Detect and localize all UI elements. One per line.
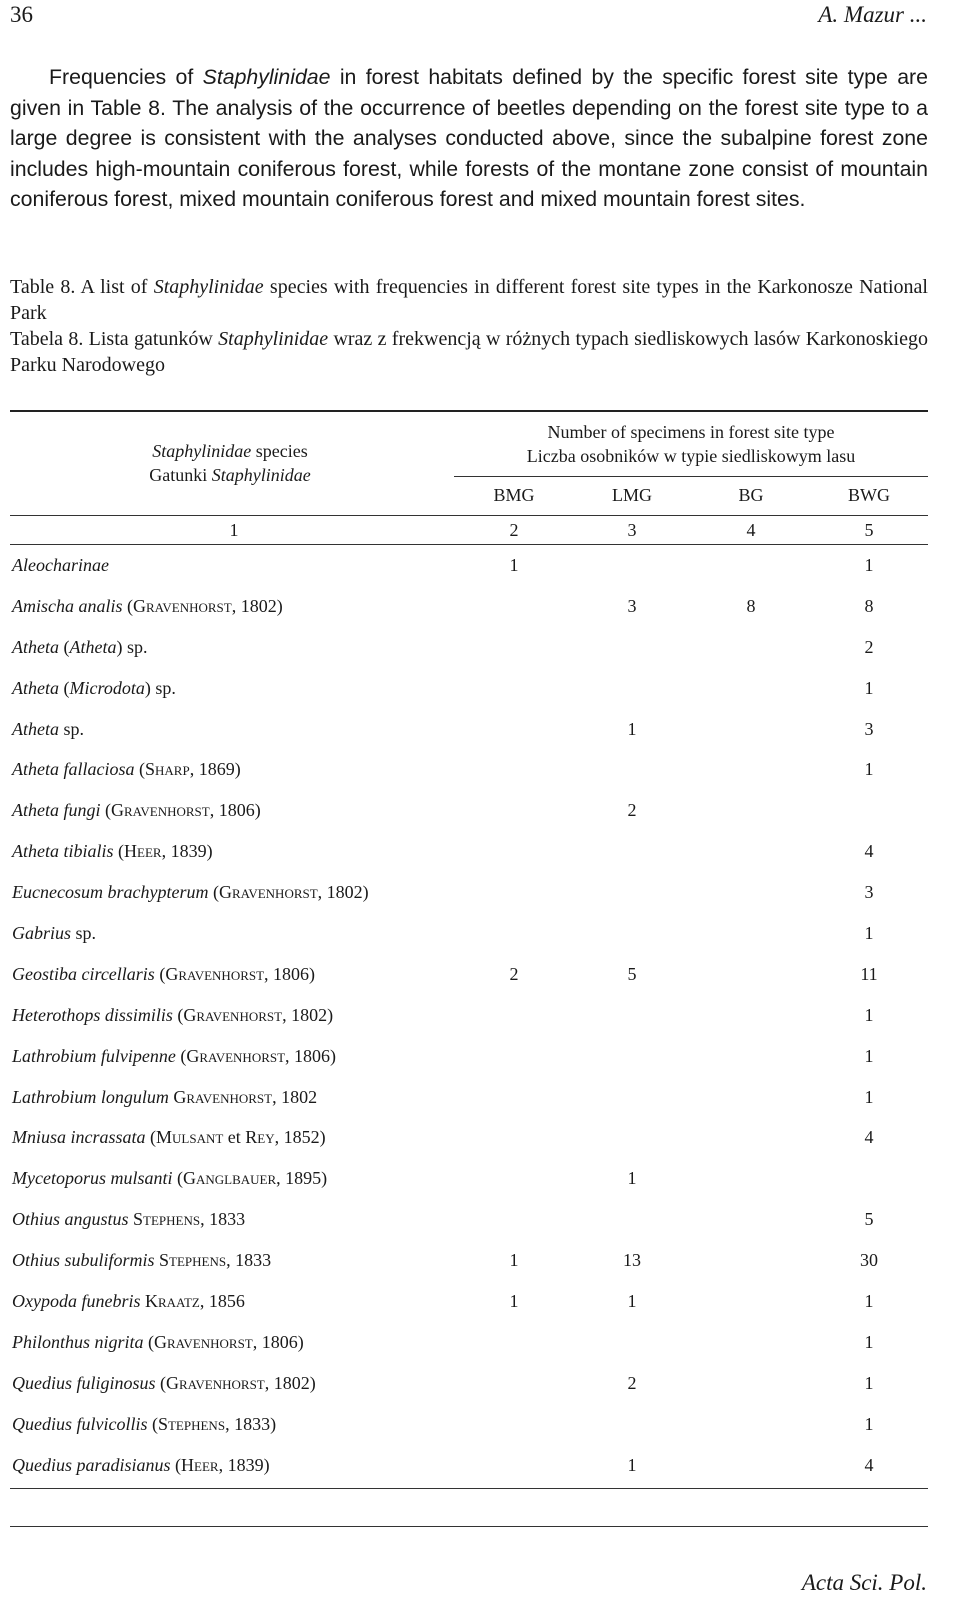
caption-en-part: Table 8. A list of <box>10 276 154 298</box>
species-author: Gravenhorst <box>183 1004 283 1025</box>
species-name-part: ( <box>172 1004 184 1025</box>
species-genus: Atheta tibialis <box>12 841 114 862</box>
species-genus: Quedius paradisianus <box>12 1454 171 1475</box>
col-number-2: 2 <box>509 520 519 540</box>
value-cell-bwg: 1 <box>864 677 874 698</box>
table-captions <box>10 274 928 378</box>
species-author-year: , 1802) <box>317 882 369 903</box>
value-cell-bmg: 1 <box>509 1291 519 1312</box>
col-header-bwg: BWG <box>848 485 890 505</box>
species-author-year: , 1806) <box>285 1045 337 1066</box>
species-author-year: , 1806) <box>264 963 316 984</box>
species-name <box>12 800 261 821</box>
species-name <box>12 1414 276 1435</box>
species-genus: Philonthus nigrita <box>12 1331 144 1352</box>
species-genus: Heterothops dissimilis <box>12 1004 173 1025</box>
table-row <box>10 751 928 792</box>
species-name <box>12 923 96 944</box>
species-author: Gravenhorst <box>186 1045 286 1066</box>
col-number-3: 3 <box>627 520 637 540</box>
value-cell-bwg: 1 <box>864 1372 874 1393</box>
species-author: Ganglbauer <box>182 1168 277 1189</box>
intro-text-part: Frequencies of <box>49 65 203 89</box>
table-row <box>10 588 928 629</box>
group-header-en: Number of specimens in forest site type <box>547 422 835 442</box>
species-author: Gravenhorst <box>218 882 318 903</box>
species-name-part: ( <box>155 1372 167 1393</box>
species-genus: Atheta fungi <box>12 800 101 821</box>
footer-rule <box>10 1526 928 1527</box>
species-genus: Aleocharinae <box>12 555 109 575</box>
value-cell-bwg: 3 <box>864 882 874 903</box>
species-author: Sharp <box>144 759 190 780</box>
species-name-part: ( <box>172 1168 183 1189</box>
species-name <box>12 759 241 780</box>
group-header <box>454 420 928 468</box>
value-cell-lmg: 1 <box>627 1291 637 1312</box>
value-cell-lmg: 1 <box>627 718 637 739</box>
value-cell-bmg: 1 <box>509 555 519 575</box>
species-author: Heer <box>124 841 162 862</box>
species-subgenus: Microdota <box>69 677 145 698</box>
species-name <box>12 1209 245 1230</box>
species-author: Gravenhorst <box>133 595 232 616</box>
species-header-pl-rest: Gatunki <box>149 465 212 485</box>
species-author: Gravenhorst <box>173 1086 273 1107</box>
table-row <box>10 670 928 711</box>
species-name-part: ( <box>134 759 145 780</box>
caption-en <box>10 274 928 326</box>
caption-en-part: species with frequencies in different forest site types in the Karkonosze National Park <box>10 276 928 324</box>
table-row <box>10 1242 928 1283</box>
caption-pl-part: Tabela 8. Lista gatunków <box>10 328 219 350</box>
table-row <box>10 1283 928 1324</box>
value-cell-bwg: 1 <box>864 759 874 780</box>
species-name <box>12 882 369 903</box>
species-name-part: ( <box>122 595 133 616</box>
caption-pl <box>10 326 928 378</box>
species-name-part: ) sp. <box>116 636 148 657</box>
value-cell-bwg: 1 <box>864 1086 874 1107</box>
species-header-pl <box>80 463 380 487</box>
species-name-part: ) sp. <box>144 677 176 698</box>
species-name-part: ( <box>170 1454 182 1475</box>
value-cell-bmg: 1 <box>509 1250 519 1271</box>
value-cell-bwg: 1 <box>864 1045 874 1066</box>
species-author-year: , 1802) <box>264 1372 316 1393</box>
species-header-pl-family: Staphylinidae <box>211 465 311 485</box>
caption-pl-family: Staphylinidae <box>218 328 329 350</box>
species-author: Gravenhorst <box>165 963 265 984</box>
value-cell-bwg: 1 <box>864 1291 874 1312</box>
species-genus: Amischa analis <box>12 595 123 616</box>
species-author: Stephens <box>159 1250 227 1271</box>
species-name-part: sp. <box>59 718 85 739</box>
species-author-year: , 1833 <box>200 1209 246 1230</box>
running-head: A. Mazur ... <box>818 2 927 27</box>
species-name <box>12 678 176 699</box>
header-bottom-rule <box>10 515 928 516</box>
value-cell-bwg: 11 <box>860 963 878 984</box>
species-name-part: ( <box>100 800 111 821</box>
species-author-year: , 1802 <box>272 1086 318 1107</box>
species-name-part: ( <box>59 636 70 657</box>
group-header-rule <box>454 476 928 477</box>
species-name <box>12 1455 270 1476</box>
table-row <box>10 833 928 874</box>
table-row <box>10 1038 928 1079</box>
species-author: Mulsant <box>156 1127 224 1148</box>
value-cell-bwg: 1 <box>864 1413 874 1434</box>
species-name-part: ( <box>208 882 219 903</box>
col-number-4: 4 <box>746 520 756 540</box>
species-genus: Atheta <box>12 636 59 657</box>
value-cell-bwg: 4 <box>864 841 874 862</box>
species-name-part: ( <box>154 963 166 984</box>
species-name <box>12 596 283 617</box>
col-header-lmg: LMG <box>612 485 652 505</box>
table-row <box>10 792 928 833</box>
species-author-year: , 1839) <box>161 841 213 862</box>
group-header-pl: Liczba osobników w typie siedliskowym lasu <box>526 446 856 466</box>
species-name-part: ( <box>175 1045 187 1066</box>
col-number-5: 5 <box>864 520 874 540</box>
table-row <box>10 1324 928 1365</box>
table-row <box>10 1406 928 1447</box>
table-row <box>10 874 928 915</box>
value-cell-lmg: 1 <box>627 1454 637 1475</box>
table-row <box>10 711 928 752</box>
species-header-en-rest: species <box>251 441 308 461</box>
caption-pl-part: wraz z frekwencją w różnych typach siedliskowych lasów Karkonoskiego Parku Narodowego <box>10 328 928 376</box>
species-author-year: , 1839) <box>218 1454 270 1475</box>
table-row <box>10 997 928 1038</box>
species-author: Gravenhorst <box>154 1331 253 1352</box>
species-name-part: ( <box>145 1127 157 1148</box>
species-name <box>12 1250 271 1271</box>
value-cell-bwg: 1 <box>864 555 874 575</box>
value-cell-lmg: 2 <box>627 1372 637 1393</box>
species-header-en <box>80 439 380 463</box>
species-author: Stephens <box>157 1413 226 1434</box>
value-cell-lmg: 13 <box>623 1250 641 1271</box>
species-name <box>12 719 84 740</box>
intro-text <box>10 62 928 215</box>
species-name <box>12 1005 333 1026</box>
species-author-year: , 1802) <box>231 595 283 616</box>
species-name <box>12 1168 327 1189</box>
species-author: Gravenhorst <box>111 800 210 821</box>
species-name <box>12 1087 317 1108</box>
table-row <box>10 956 928 997</box>
species-name-part: et <box>223 1127 246 1148</box>
species-genus: Othius subuliformis <box>12 1250 155 1271</box>
species-author-year: , 1895) <box>276 1168 328 1189</box>
species-author-year: , 1852) <box>274 1127 326 1148</box>
species-header <box>80 439 380 487</box>
value-cell-bwg: 1 <box>864 923 874 944</box>
intro-family-name: Staphylinidae <box>202 65 331 89</box>
value-cell-bwg: 8 <box>864 595 874 616</box>
value-cell-bwg: 5 <box>864 1209 874 1230</box>
species-name <box>12 1127 326 1148</box>
species-header-en-family: Staphylinidae <box>152 441 252 461</box>
caption-en-family: Staphylinidae <box>153 276 264 298</box>
species-author: Stephens <box>133 1209 201 1230</box>
species-author: Kraatz <box>144 1291 200 1312</box>
col-header-bmg: BMG <box>493 485 535 505</box>
species-genus: Lathrobium longulum <box>12 1086 169 1107</box>
col-number-1: 1 <box>229 520 239 540</box>
intro-text-part: in forest habitats defined by the specific forest site type are given in Table 8. The analysis of the occurrence of beetles depending on the forest site type to a large degree is consistent with the analyses conducted above, since the subalpine forest zone includes high-mountain coniferous forest, while forests of the montane zone consist of mountain coniferous forest, mixed mountain coniferous forest and mixed mountain forest sites. <box>10 65 928 211</box>
footer-journal: Acta Sci. Pol. <box>801 1570 927 1595</box>
species-author-year: , 1833) <box>225 1413 277 1434</box>
intro-paragraph <box>10 62 928 215</box>
value-cell-lmg: 3 <box>627 595 637 616</box>
species-name <box>12 1046 336 1067</box>
value-cell-bmg: 2 <box>509 963 519 984</box>
species-genus: Lathrobium fulvipenne <box>12 1045 176 1066</box>
column-number-rule <box>10 544 928 545</box>
species-genus: Mniusa incrassata <box>12 1127 146 1148</box>
value-cell-bwg: 3 <box>864 718 874 739</box>
value-cell-lmg: 1 <box>627 1168 637 1189</box>
value-cell-bwg: 1 <box>864 1004 874 1025</box>
table-row <box>10 629 928 670</box>
table-row <box>10 1119 928 1160</box>
species-genus: Oxypoda funebris <box>12 1291 141 1312</box>
species-author: Gravenhorst <box>166 1372 265 1393</box>
species-genus: Gabrius <box>12 923 72 944</box>
species-name-part: ( <box>113 841 124 862</box>
value-cell-bwg: 30 <box>860 1250 878 1271</box>
species-table-body <box>10 547 928 1487</box>
species-author-year: , 1806) <box>252 1331 304 1352</box>
species-name <box>12 555 109 576</box>
species-name <box>12 841 213 862</box>
species-genus: Quedius fuliginosus <box>12 1372 156 1393</box>
species-name <box>12 637 148 658</box>
species-name-part: ( <box>59 677 70 698</box>
table-row <box>10 547 928 588</box>
table-row <box>10 1160 928 1201</box>
species-subgenus: Atheta <box>69 636 117 657</box>
species-name-part: sp. <box>71 923 97 944</box>
species-genus: Atheta <box>12 718 59 739</box>
species-name-part: ( <box>147 1413 158 1434</box>
species-name <box>12 1373 316 1394</box>
species-genus: Othius angustus <box>12 1209 129 1230</box>
value-cell-bwg: 4 <box>864 1127 874 1148</box>
species-genus: Mycetoporus mulsanti <box>12 1168 173 1189</box>
species-name-part: ( <box>143 1331 155 1352</box>
species-author-year: , 1802) <box>282 1004 334 1025</box>
species-name <box>12 1332 304 1353</box>
species-genus: Atheta fallaciosa <box>12 759 135 780</box>
table-row <box>10 1365 928 1406</box>
species-author-year: , 1833 <box>226 1250 272 1271</box>
species-genus: Geostiba circellaris <box>12 963 155 984</box>
value-cell-lmg: 2 <box>627 800 637 821</box>
species-author-year: , 1856 <box>199 1291 245 1312</box>
value-cell-bg: 8 <box>746 595 756 616</box>
value-cell-lmg: 5 <box>627 963 637 984</box>
species-name <box>12 964 315 985</box>
table-row <box>10 1079 928 1120</box>
species-author-year: , 1869) <box>189 759 241 780</box>
species-genus: Quedius fulvicollis <box>12 1413 148 1434</box>
table-top-rule <box>10 410 928 412</box>
species-name <box>12 1291 245 1312</box>
species-author: Rey <box>245 1127 275 1148</box>
species-author: Heer <box>181 1454 219 1475</box>
table-bottom-rule <box>10 1488 928 1489</box>
col-header-bg: BG <box>738 485 764 505</box>
value-cell-bwg: 2 <box>864 636 874 657</box>
species-author-year: , 1806) <box>209 800 261 821</box>
table-row <box>10 1201 928 1242</box>
species-genus: Eucnecosum brachypterum <box>12 882 209 903</box>
value-cell-bwg: 4 <box>864 1454 874 1475</box>
table-row <box>10 915 928 956</box>
page-number: 36 <box>10 2 33 27</box>
value-cell-bwg: 1 <box>864 1331 874 1352</box>
table-row <box>10 1447 928 1488</box>
species-genus: Atheta <box>12 677 59 698</box>
